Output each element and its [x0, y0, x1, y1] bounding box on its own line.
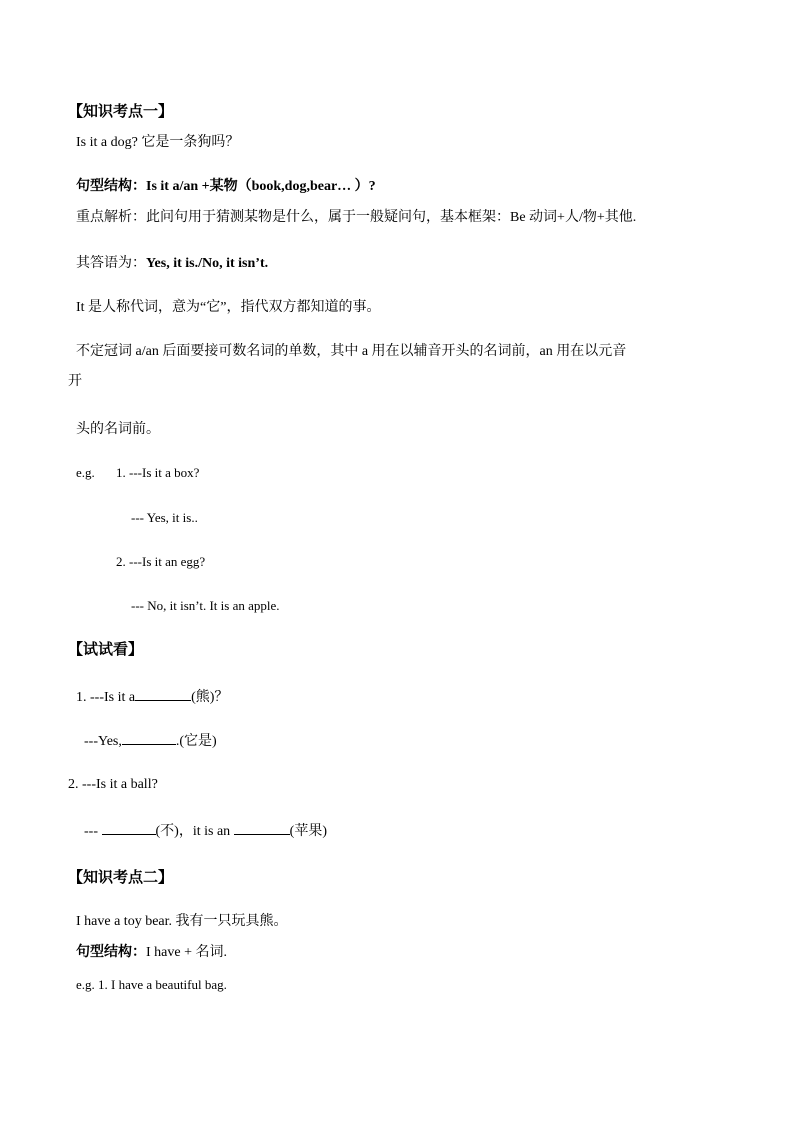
- section2-example: I have a toy bear. 我有一只玩具熊。: [76, 914, 288, 929]
- q1-answer-blank[interactable]: [122, 730, 176, 745]
- section2-heading: 【知识考点二】: [68, 870, 174, 886]
- section1-analysis: 重点解析：此问句用于猜测某物是什么，属于一般疑问句，基本框架：Be 动词+人/物+其他.: [76, 210, 637, 225]
- structure-text: Is it a/an +某物（book,dog,bear… ）?: [146, 179, 376, 194]
- example1-question: 1. ---Is it a box?: [116, 465, 200, 480]
- article-note-line1b: 开: [68, 374, 82, 389]
- practice-q1-answer: [84, 730, 217, 752]
- example1-answer: --- Yes, it is..: [131, 510, 198, 525]
- practice-q2-answer: [84, 820, 327, 842]
- q1-prefix: 1. ---Is it a: [76, 690, 136, 705]
- q1-blank[interactable]: [135, 686, 191, 701]
- section1-answer: [76, 254, 268, 274]
- section2-eg: e.g. 1. I have a beautiful bag.: [76, 977, 227, 992]
- q1-answer-suffix: .(它是): [175, 734, 217, 749]
- article-note-line2: 头的名词前。: [76, 422, 160, 437]
- q2-answer-mid: (不)，it is an: [155, 824, 231, 839]
- q1-answer-prefix: ---Yes,: [84, 734, 122, 749]
- answer-label: 其答语为：: [76, 256, 146, 271]
- q2-answer-blank1[interactable]: [102, 820, 156, 835]
- section1-example: Is it a dog? 它是一条狗吗？: [76, 135, 240, 150]
- example2-answer: --- No, it isn’t. It is an apple.: [131, 598, 280, 613]
- q2-answer-suffix: (苹果): [289, 824, 327, 839]
- section2-structure: [76, 943, 227, 963]
- q2-answer-blank2[interactable]: [234, 820, 290, 835]
- section1-heading: 【知识考点一】: [68, 104, 174, 120]
- q2-answer-prefix: ---: [84, 824, 98, 839]
- section1-structure: [76, 177, 376, 197]
- example2-question: 2. ---Is it an egg?: [116, 554, 206, 569]
- practice-heading: 【试试看】: [68, 642, 144, 658]
- practice-q2: 2. ---Is it a ball?: [68, 777, 158, 792]
- q1-suffix: (熊)？: [191, 690, 229, 705]
- section2-structure-text: I have + 名词.: [146, 945, 227, 960]
- structure-label: 句型结构：: [76, 179, 146, 194]
- practice-q1: [76, 686, 228, 708]
- answer-text: Yes, it is./No, it isn’t.: [146, 256, 269, 271]
- section2-structure-label: 句型结构：: [76, 945, 146, 960]
- article-note-line1: 不定冠词 a/an 后面要接可数名词的单数，其中 a 用在以辅音开头的名词前，an 用在以元音: [76, 344, 627, 359]
- it-note: It 是人称代词，意为“它”，指代双方都知道的事。: [76, 300, 381, 315]
- eg-label: e.g.: [76, 465, 95, 480]
